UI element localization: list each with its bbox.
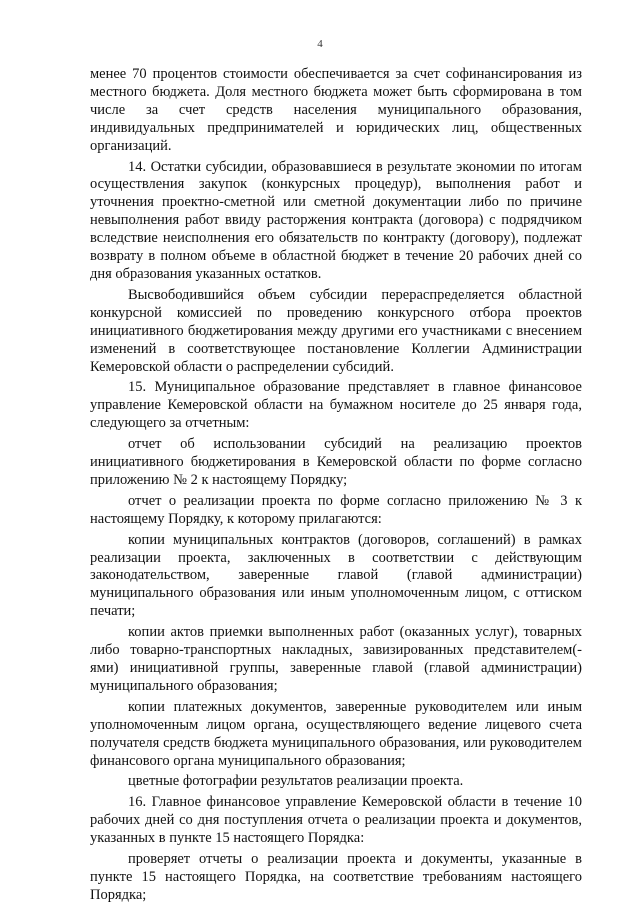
paragraph: 16. Главное финансовое управление Кемеровской области в течение 10 рабочих дней со дня поступления отчета о реализации проекта и документов, указанных в пункте 15 настоящего Порядка: [90,794,582,847]
paragraph: 14. Остатки субсидии, образовавшиеся в результате экономии по итогам осуществления закупок (конкурсных процедур), выполнения работ и уточнения проектно-сметной или сметной документации либо по причине невыполнения работ ввиду расторжения контракта (договора) с подрядчиком вследствие неисполнения его обязательств по контракту (договору), подлежат возврату в полном объеме в областной бюджет в течение 20 рабочих дней со дня образования указанных остатков. [90,158,582,282]
paragraph: 15. Муниципальное образование представляет в главное финансовое управление Кемеровской области на бумажном носителе до 25 января года, следующего за отчетным: [90,379,582,432]
paragraph: цветные фотографии результатов реализации проекта. [128,773,464,790]
document-body [90,66,582,905]
paragraph: копии актов приемки выполненных работ (оказанных услуг), товарных либо товарно-транспортных накладных, завизированных представителем(-ями) инициативной группы, заверенные главой (главой администрации) муниципального образования; [90,624,582,694]
paragraph: отчет об использовании субсидий на реализацию проектов инициативного бюджетирования в Кемеровской области по форме согласно приложению № 2 к настоящему Порядку; [90,436,582,488]
paragraph: копии платежных документов, заверенные руководителем или иным уполномоченным лицом органа, осуществляющего ведение лицевого счета получателя средств бюджета муниципального образования, или руководителем финансового органа муниципального образования; [90,698,582,769]
paragraph: менее 70 процентов стоимости обеспечивается за счет софинансирования из местного бюджета. Доля местного бюджета может быть сформирована в том числе за счет средств населения муниципального образования, индивидуальных предпринимателей и юридических лиц, общественных организаций. [90,66,582,154]
paragraph: Высвободившийся объем субсидии перераспределяется областной конкурсной комиссией по проведению конкурсного отбора проектов инициативного бюджетирования между другими его участниками с внесением изменений в соответствующее постановление Коллегии Администрации Кемеровской области о распределении субсидий. [90,286,582,375]
paragraph: отчет о реализации проекта по форме согласно приложению № 3 к настоящему Порядку, к которому прилагаются: [90,492,582,527]
page-number: 4 [317,38,323,50]
paragraph: проверяет отчеты о реализации проекта и документы, указанные в пункте 15 настоящего Порядка, на соответствие требованиям настоящего Порядка; [90,851,582,903]
paragraph: копии муниципальных контрактов (договоров, соглашений) в рамках реализации проекта, заключенных в соответствии с действующим законодательством, заверенные главой (главой администрации) муниципального образования или иным уполномоченным лицом, с оттиском печати; [90,531,582,620]
